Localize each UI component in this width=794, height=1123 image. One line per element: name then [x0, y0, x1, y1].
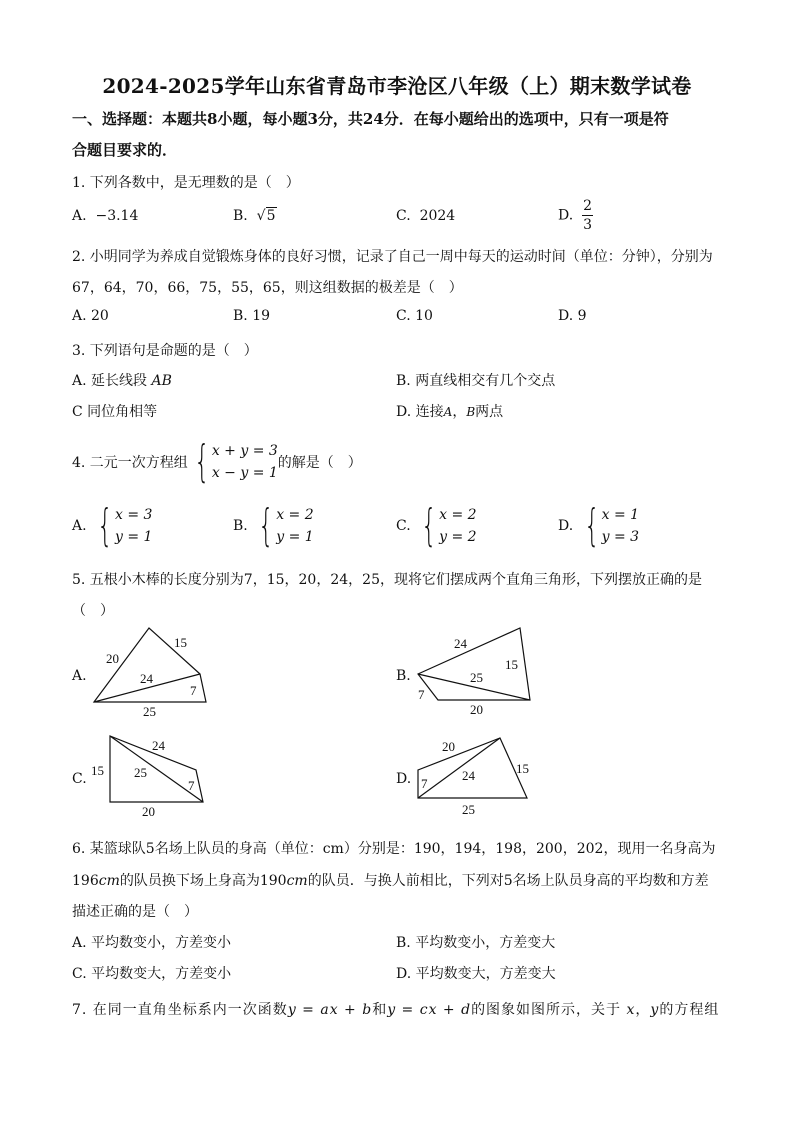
q5-d-diagonal: [418, 738, 500, 798]
q5-a-label-15: 15: [174, 635, 187, 650]
q7-y: y: [650, 1002, 660, 1018]
q4-c-system: { x = 2 y = 2: [421, 500, 477, 551]
q3-option-a: [72, 370, 172, 390]
q5-b-label-15: 15: [505, 657, 518, 672]
q5-d-label-7: 7: [421, 776, 428, 791]
q7-eq2: y = cx + d: [387, 1002, 472, 1018]
q6-num2: 190: [259, 873, 287, 889]
q7-part2: 的图象如图所示，关于: [471, 1002, 622, 1018]
q4-b-label: B.: [233, 518, 248, 534]
q7-part1: 7. 在同一直角坐标系内一次函数: [72, 1002, 288, 1018]
q4-a-label: A.: [72, 518, 87, 534]
q4-eq1: x + y = 3: [211, 443, 278, 459]
q7-line1: [72, 999, 722, 1019]
q1-option-c: [396, 208, 455, 224]
q5-a-label-24: 24: [140, 671, 153, 686]
q7-part3: 的方程组: [659, 1002, 720, 1018]
q4-prefix: 4. 二元一次方程组: [72, 455, 188, 471]
q4-suffix: 的解是（ ）: [277, 455, 362, 471]
q6-unit2: cm: [286, 873, 308, 889]
q4-d-eq2: y = 3: [601, 529, 640, 545]
q5-b-label-7: 7: [418, 687, 425, 702]
q4-option-d: [558, 500, 640, 551]
q7-sep: ，: [635, 1002, 651, 1018]
q3-stem: 3. 下列语句是命题的是（ ）: [72, 343, 258, 359]
q5-label-d: D.: [396, 771, 412, 787]
q5-d-label-25: 25: [462, 802, 475, 817]
q4-b-eq2: y = 1: [276, 529, 314, 545]
section-heading-line1: 一、选择题：本题共8小题，每小题3分，共24分．在每小题给出的选项中，只有一项是符: [72, 110, 669, 128]
q3-option-d: [396, 401, 503, 421]
q6-line3: 描述正确的是（ ）: [72, 904, 198, 920]
q4-eq2: x − y = 1: [211, 465, 278, 481]
q4-d-label: D.: [558, 518, 574, 534]
q5-a-label-25: 25: [143, 704, 156, 719]
q4-c-label: C.: [396, 518, 411, 534]
q2-option-b: B. 19: [233, 308, 271, 324]
q3-option-c: C 同位角相等: [72, 404, 158, 420]
q5-d-label-24: 24: [462, 768, 475, 783]
q1-option-b: [233, 208, 277, 224]
q1-c-value: 2024: [419, 208, 456, 224]
q4-c-eq2: y = 2: [439, 529, 477, 545]
q6-line2: [72, 870, 709, 890]
q5-line1: 5. 五根小木棒的长度分别为7，15，20，24，25，现将它们摆成两个直角三角形，下列摆放正确的是: [72, 572, 702, 588]
q1-option-d: [558, 198, 593, 233]
q4-d-eq1: x = 1: [601, 507, 640, 523]
q3-a-math: AB: [151, 373, 172, 389]
q5-d-label-15: 15: [516, 761, 529, 776]
q4-d-system: { x = 1 y = 3: [583, 500, 640, 551]
q3-d-math2: B: [466, 405, 476, 419]
q6-unit1: cm: [98, 873, 120, 889]
q4-a-eq2: y = 1: [115, 529, 153, 545]
q6-option-a: A. 平均数变小，方差变小: [72, 935, 232, 951]
q5-label-a: A.: [72, 668, 87, 684]
q4-c-eq1: x = 2: [439, 507, 477, 523]
q1-d-fraction: [582, 198, 593, 233]
q5-c-label-25: 25: [134, 765, 147, 780]
q6-mid: 的队员换下场上身高为: [119, 873, 260, 889]
q1-d-label: D.: [558, 207, 574, 224]
q5-c-label-20: 20: [142, 804, 155, 819]
q2-line1: 2. 小明同学为养成自觉锻炼身体的良好习惯，记录了自己一周中每天的运动时间（单位：分钟），分别为: [72, 249, 713, 265]
page-title: 2024-2025学年山东省青岛市李沧区八年级（上）期末数学试卷: [102, 74, 692, 98]
q6-option-b: B. 平均数变小，方差变大: [396, 935, 556, 951]
q5-b-label-20: 20: [470, 702, 483, 717]
q6-option-c: C. 平均数变大，方差变小: [72, 966, 232, 982]
q4-stem: [72, 436, 362, 487]
q6-tail: 的队员．与换人前相比，下列对5名场上队员身高的平均数和方差: [307, 873, 709, 889]
q2-option-c: C. 10: [396, 308, 433, 324]
q5-b-label-25: 25: [470, 670, 483, 685]
q6-num1: 196: [72, 873, 99, 889]
q4-system: { x + y = 3 x − y = 1: [194, 436, 278, 487]
section-heading-line2: 合题目要求的．: [72, 141, 178, 159]
q4-option-a: [72, 500, 153, 551]
q2-option-d: D. 9: [558, 308, 587, 324]
q5-figure-a: [88, 622, 218, 720]
q3-d-text1: D. 连接: [396, 404, 444, 420]
q1-d-denominator: 3: [583, 217, 593, 233]
q1-b-label: B.: [233, 208, 248, 224]
q1-a-value: −3.14: [95, 208, 139, 224]
q5-figure-b: [412, 622, 542, 720]
q1-a-label: A.: [72, 208, 87, 224]
q4-option-b: [233, 500, 314, 551]
q6-line1: 6. 某篮球队5名场上队员的身高（单位：cm）分别是：190，194，198，200，202，现用一名身高为: [72, 841, 716, 857]
q5-figure-d: [412, 730, 542, 822]
q5-b-label-24: 24: [454, 636, 467, 651]
q5-label-c: C.: [72, 771, 87, 787]
q4-b-system: { x = 2 y = 1: [258, 500, 314, 551]
q3-a-text: A. 延长线段: [72, 373, 148, 389]
q2-option-a: A. 20: [72, 308, 109, 324]
q1-option-a: [72, 208, 138, 224]
q4-a-eq1: x = 3: [115, 507, 153, 523]
q1-c-label: C.: [396, 208, 411, 224]
q6-option-d: D. 平均数变大，方差变大: [396, 966, 556, 982]
q5-d-label-20: 20: [442, 739, 455, 754]
q5-a-label-20: 20: [106, 651, 119, 666]
q3-option-b: B. 两直线相交有几个交点: [396, 373, 556, 389]
q4-b-eq1: x = 2: [276, 507, 314, 523]
q4-a-system: { x = 3 y = 1: [97, 500, 153, 551]
q1-stem: 1. 下列各数中，是无理数的是（ ）: [72, 175, 300, 191]
q1-b-radicand: 5: [266, 208, 276, 224]
q1-d-numerator: 2: [583, 198, 593, 214]
q5-c-label-24: 24: [152, 738, 165, 753]
q1-b-sqrt: √5: [256, 208, 276, 224]
q7-and: 和: [372, 1002, 388, 1018]
q5-a-label-7: 7: [190, 683, 197, 698]
q3-d-text2: 两点: [475, 404, 504, 420]
q5-figure-c: [88, 730, 218, 822]
q7-x: x: [626, 1002, 636, 1018]
q3-d-sep: ，: [452, 404, 467, 420]
q3-d-math1: A: [443, 405, 453, 419]
q5-line2: （ ）: [72, 603, 114, 619]
q5-c-label-7: 7: [188, 778, 195, 793]
q7-eq1: y = ax + b: [287, 1002, 373, 1018]
q4-option-c: [396, 500, 477, 551]
q5-c-label-15: 15: [91, 763, 104, 778]
q5-label-b: B.: [396, 668, 411, 684]
q2-line2: 67，64，70，66，75，55，65，则这组数据的极差是（ ）: [72, 280, 463, 296]
